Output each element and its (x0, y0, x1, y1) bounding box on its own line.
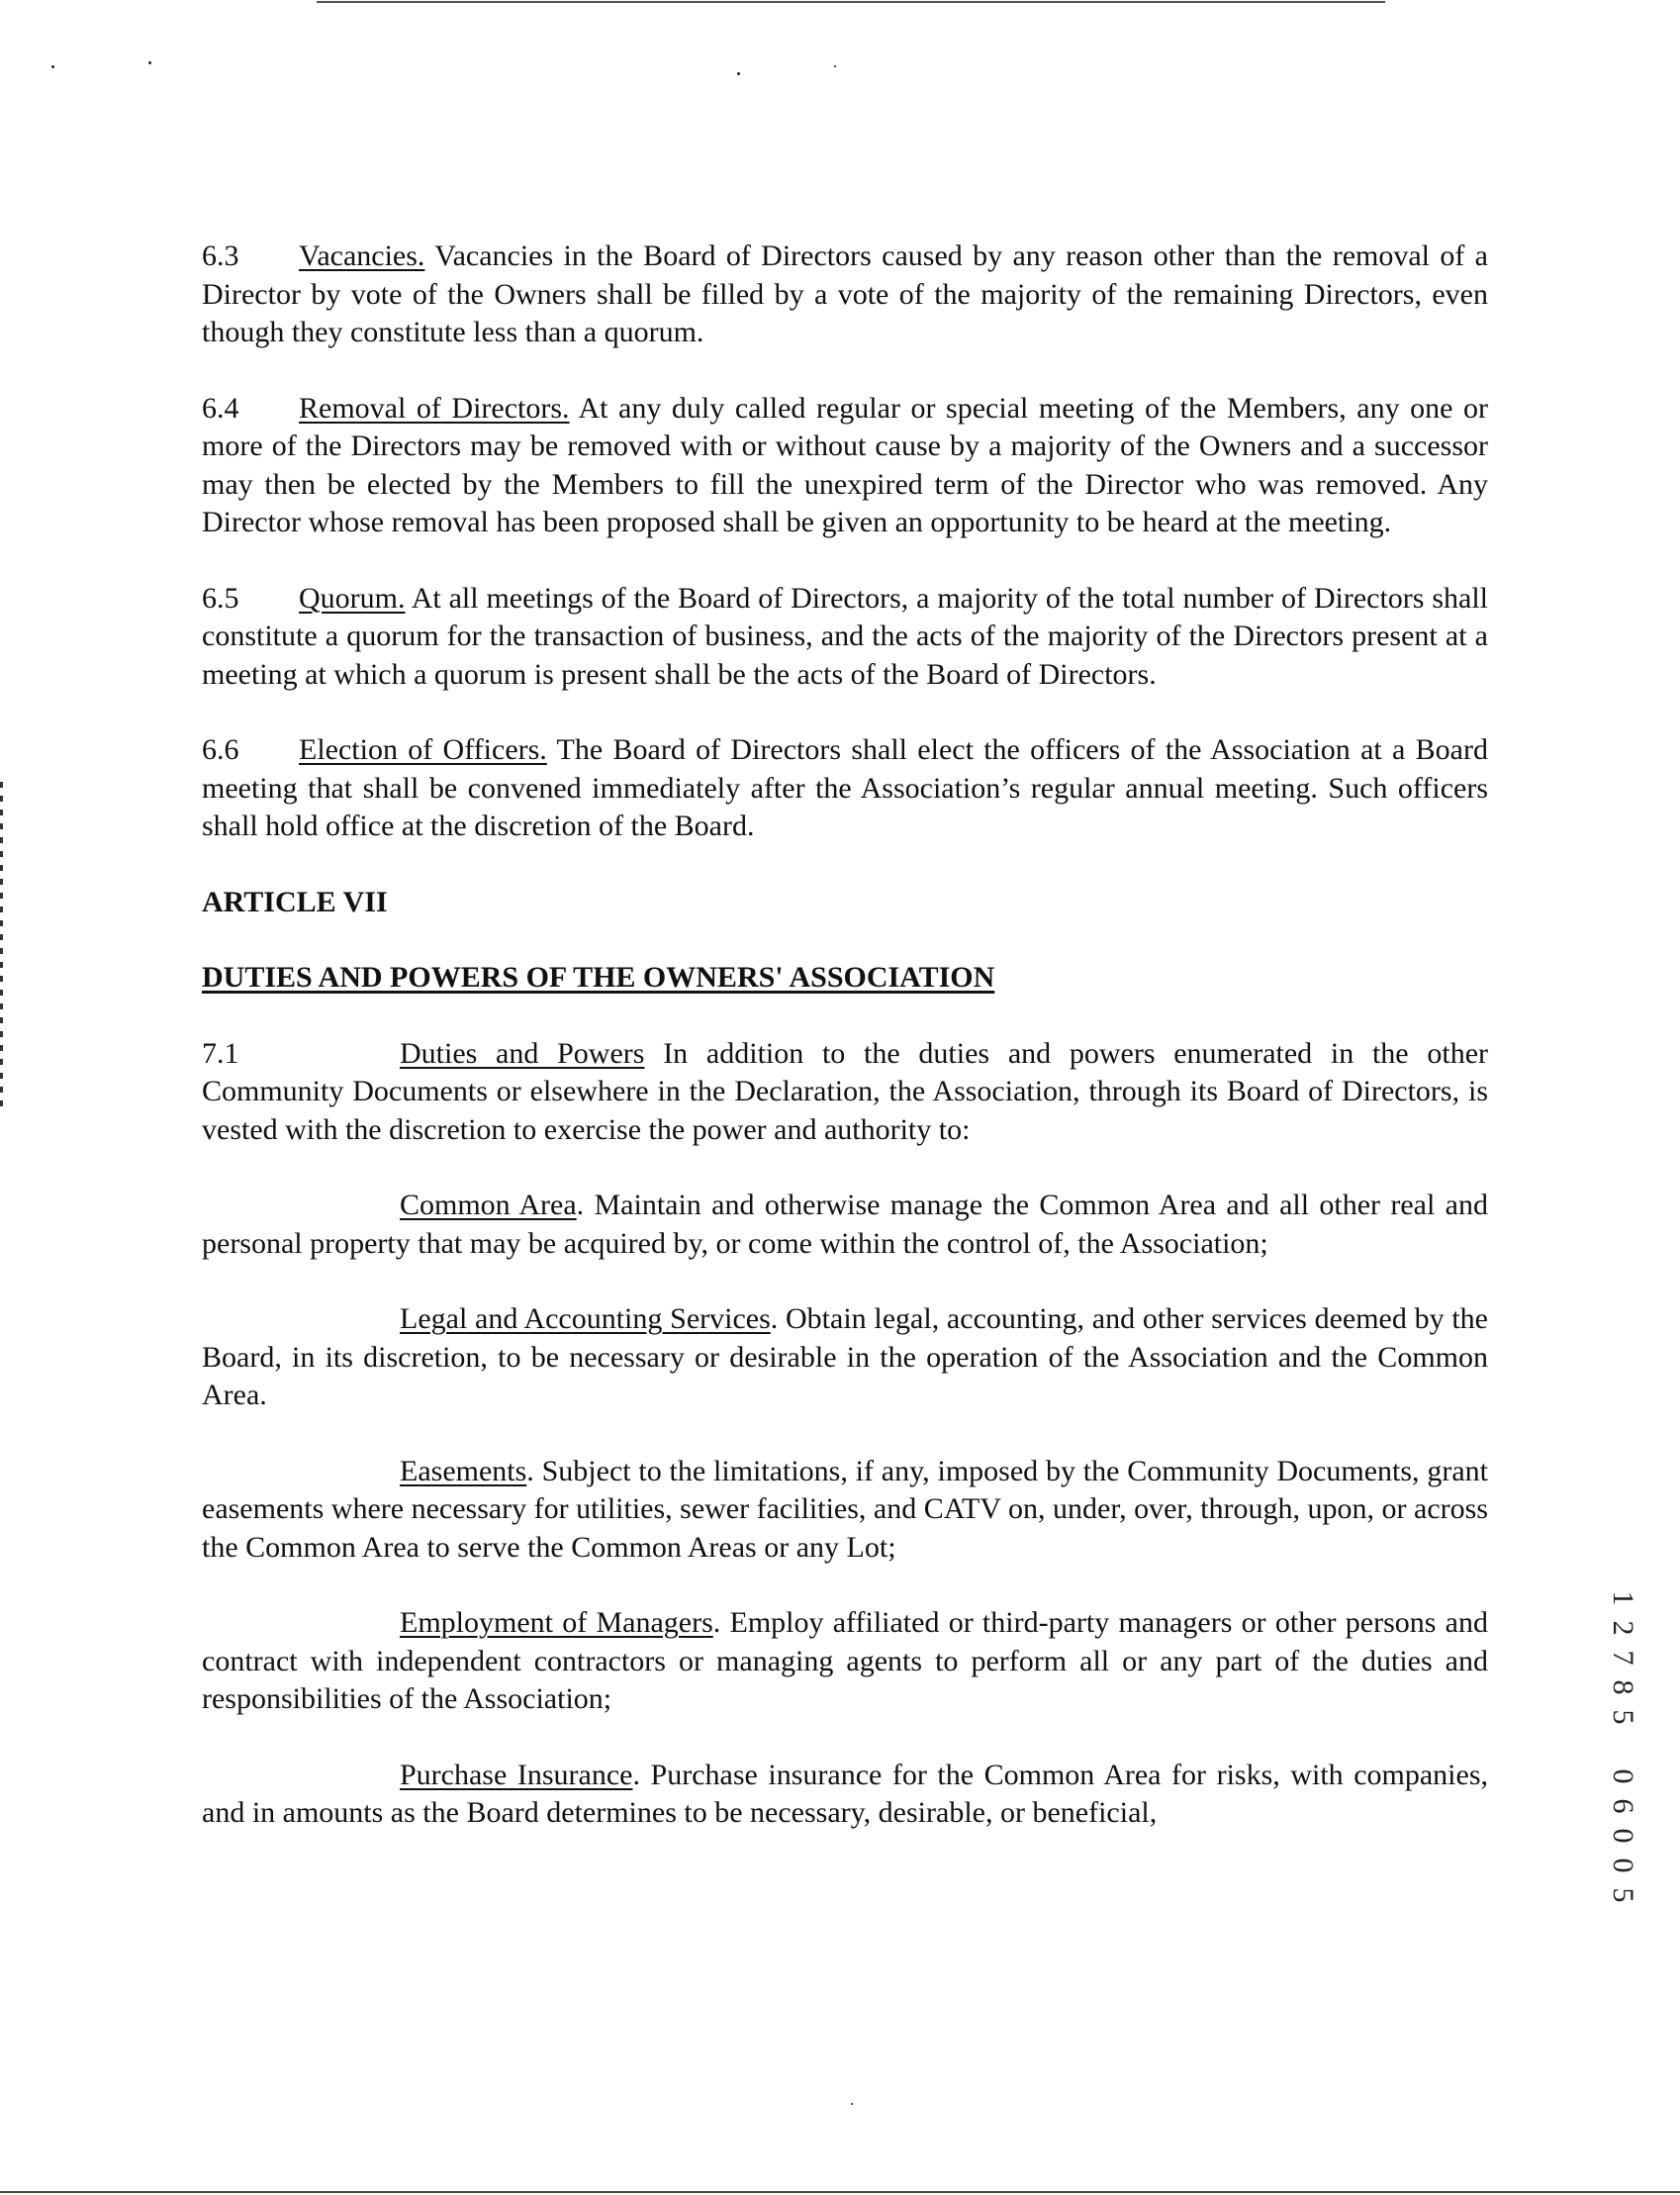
power-employment-managers (202, 1604, 1488, 1719)
section-text: In addition to the duties and powers enumerated in the other Community Documents or elsewhere in the Declaration, the Association, through its Board of Directors, is vested with the discretion to exercise the power and authority to: (202, 1036, 1488, 1146)
stamp-digit: 5 (1607, 1887, 1639, 1903)
document-body (202, 238, 1488, 1870)
stamp-digit: 8 (1607, 1679, 1639, 1695)
stamp-digit: 7 (1607, 1650, 1639, 1666)
section-title: Removal of Directors. (299, 391, 570, 425)
power-legal-accounting (202, 1300, 1488, 1415)
stamp-digit: 0 (1607, 1768, 1639, 1784)
section-number: 6.3 (202, 239, 239, 272)
article-title: DUTIES AND POWERS OF THE OWNERS' ASSOCIATION (202, 961, 995, 994)
power-purchase-insurance (202, 1757, 1488, 1833)
section-text: At all meetings of the Board of Directors, a majority of the total number of Directors shall constitute a quorum for the transaction of business, and the acts of the majority of the Directors present at a meeting at which a quorum is present shall be the acts of the Board of Directors. (202, 581, 1488, 691)
margin-document-stamp (1603, 1583, 1642, 1910)
power-text: . Obtain legal, accounting, and other services deemed by the Board, in its discretion, to be necessary or desirable in the operation of the Association and the Common Area. (202, 1302, 1488, 1411)
scan-bottom-edge (0, 2191, 1680, 2193)
section-text: At any duly called regular or special meeting of the Members, any one or more of the Directors may be removed with or without cause by a majority of the Owners and a successor may then be elected by the Members to fill the unexpired term of the Director who was removed. Any Director whose removal has been proposed shall be given an opportunity to be heard at the meeting. (202, 391, 1489, 538)
power-title: Employment of Managers (400, 1606, 713, 1639)
section-text: Vacancies in the Board of Directors caused by any reason other than the removal of a Director by vote of the Owners shall be filled by a vote of the majority of the remaining Directors, even though they constitute less than a quorum. (202, 239, 1488, 348)
scan-speck (51, 65, 54, 68)
stamp-digit: 0 (1607, 1828, 1639, 1844)
section-title: Duties and Powers (400, 1036, 645, 1070)
section-number: 6.4 (202, 391, 239, 425)
section-number: 6.6 (202, 733, 239, 766)
stamp-digit: 2 (1607, 1620, 1639, 1636)
section-title: Quorum. (299, 581, 406, 615)
section-7-1 (202, 1035, 1488, 1150)
section-text: The Board of Directors shall elect the officers of the Association at a Board meeting that shall be convened immediately after the Association’s regular annual meeting. Such officers shall hold office at the discretion of the Board. (202, 733, 1488, 842)
stamp-digit: 6 (1607, 1798, 1639, 1814)
power-easements (202, 1453, 1488, 1568)
power-text: . Subject to the limitations, if any, imposed by the Community Documents, grant easements where necessary for utilities, sewer facilities, and CATV on, under, over, through, upon, or across the Common Area to serve the Common Areas or any Lot; (202, 1454, 1489, 1564)
power-common-area (202, 1187, 1488, 1263)
section-6-3 (202, 238, 1488, 352)
scan-top-edge (317, 1, 1385, 3)
section-number: 7.1 (202, 1036, 239, 1070)
power-title: Common Area (400, 1189, 577, 1221)
stamp-digit: 1 (1607, 1590, 1639, 1606)
power-title: Legal and Accounting Services (400, 1302, 771, 1335)
scan-speck (851, 2103, 853, 2105)
scan-speck (148, 61, 151, 64)
section-6-5 (202, 580, 1488, 695)
stamp-digit: 5 (1607, 1709, 1639, 1725)
article-label: ARTICLE VII (202, 885, 388, 918)
section-title: Election of Officers. (299, 733, 547, 766)
power-text: . Employ affiliated or third-party managers or other persons and contract with independent contractors or managing agents to perform all or any part of the duties and responsibilities of the Association; (202, 1606, 1488, 1715)
power-text: . Maintain and otherwise manage the Common Area and all other real and personal property that may be acquired by, or come within the control of, the Association; (202, 1189, 1488, 1260)
section-6-6 (202, 731, 1488, 846)
power-text: . Purchase insurance for the Common Area for risks, with companies, and in amounts as the Board determines to be necessary, desirable, or beneficial, (202, 1758, 1489, 1829)
power-title: Easements (400, 1454, 527, 1487)
section-6-4 (202, 390, 1488, 542)
scan-left-edge-marks (0, 782, 3, 1108)
scan-speck (834, 65, 836, 67)
power-title: Purchase Insurance (400, 1758, 633, 1791)
scan-speck (737, 72, 740, 75)
section-title: Vacancies. (299, 239, 425, 272)
section-number: 6.5 (202, 581, 239, 615)
stamp-digit: 0 (1607, 1858, 1639, 1873)
